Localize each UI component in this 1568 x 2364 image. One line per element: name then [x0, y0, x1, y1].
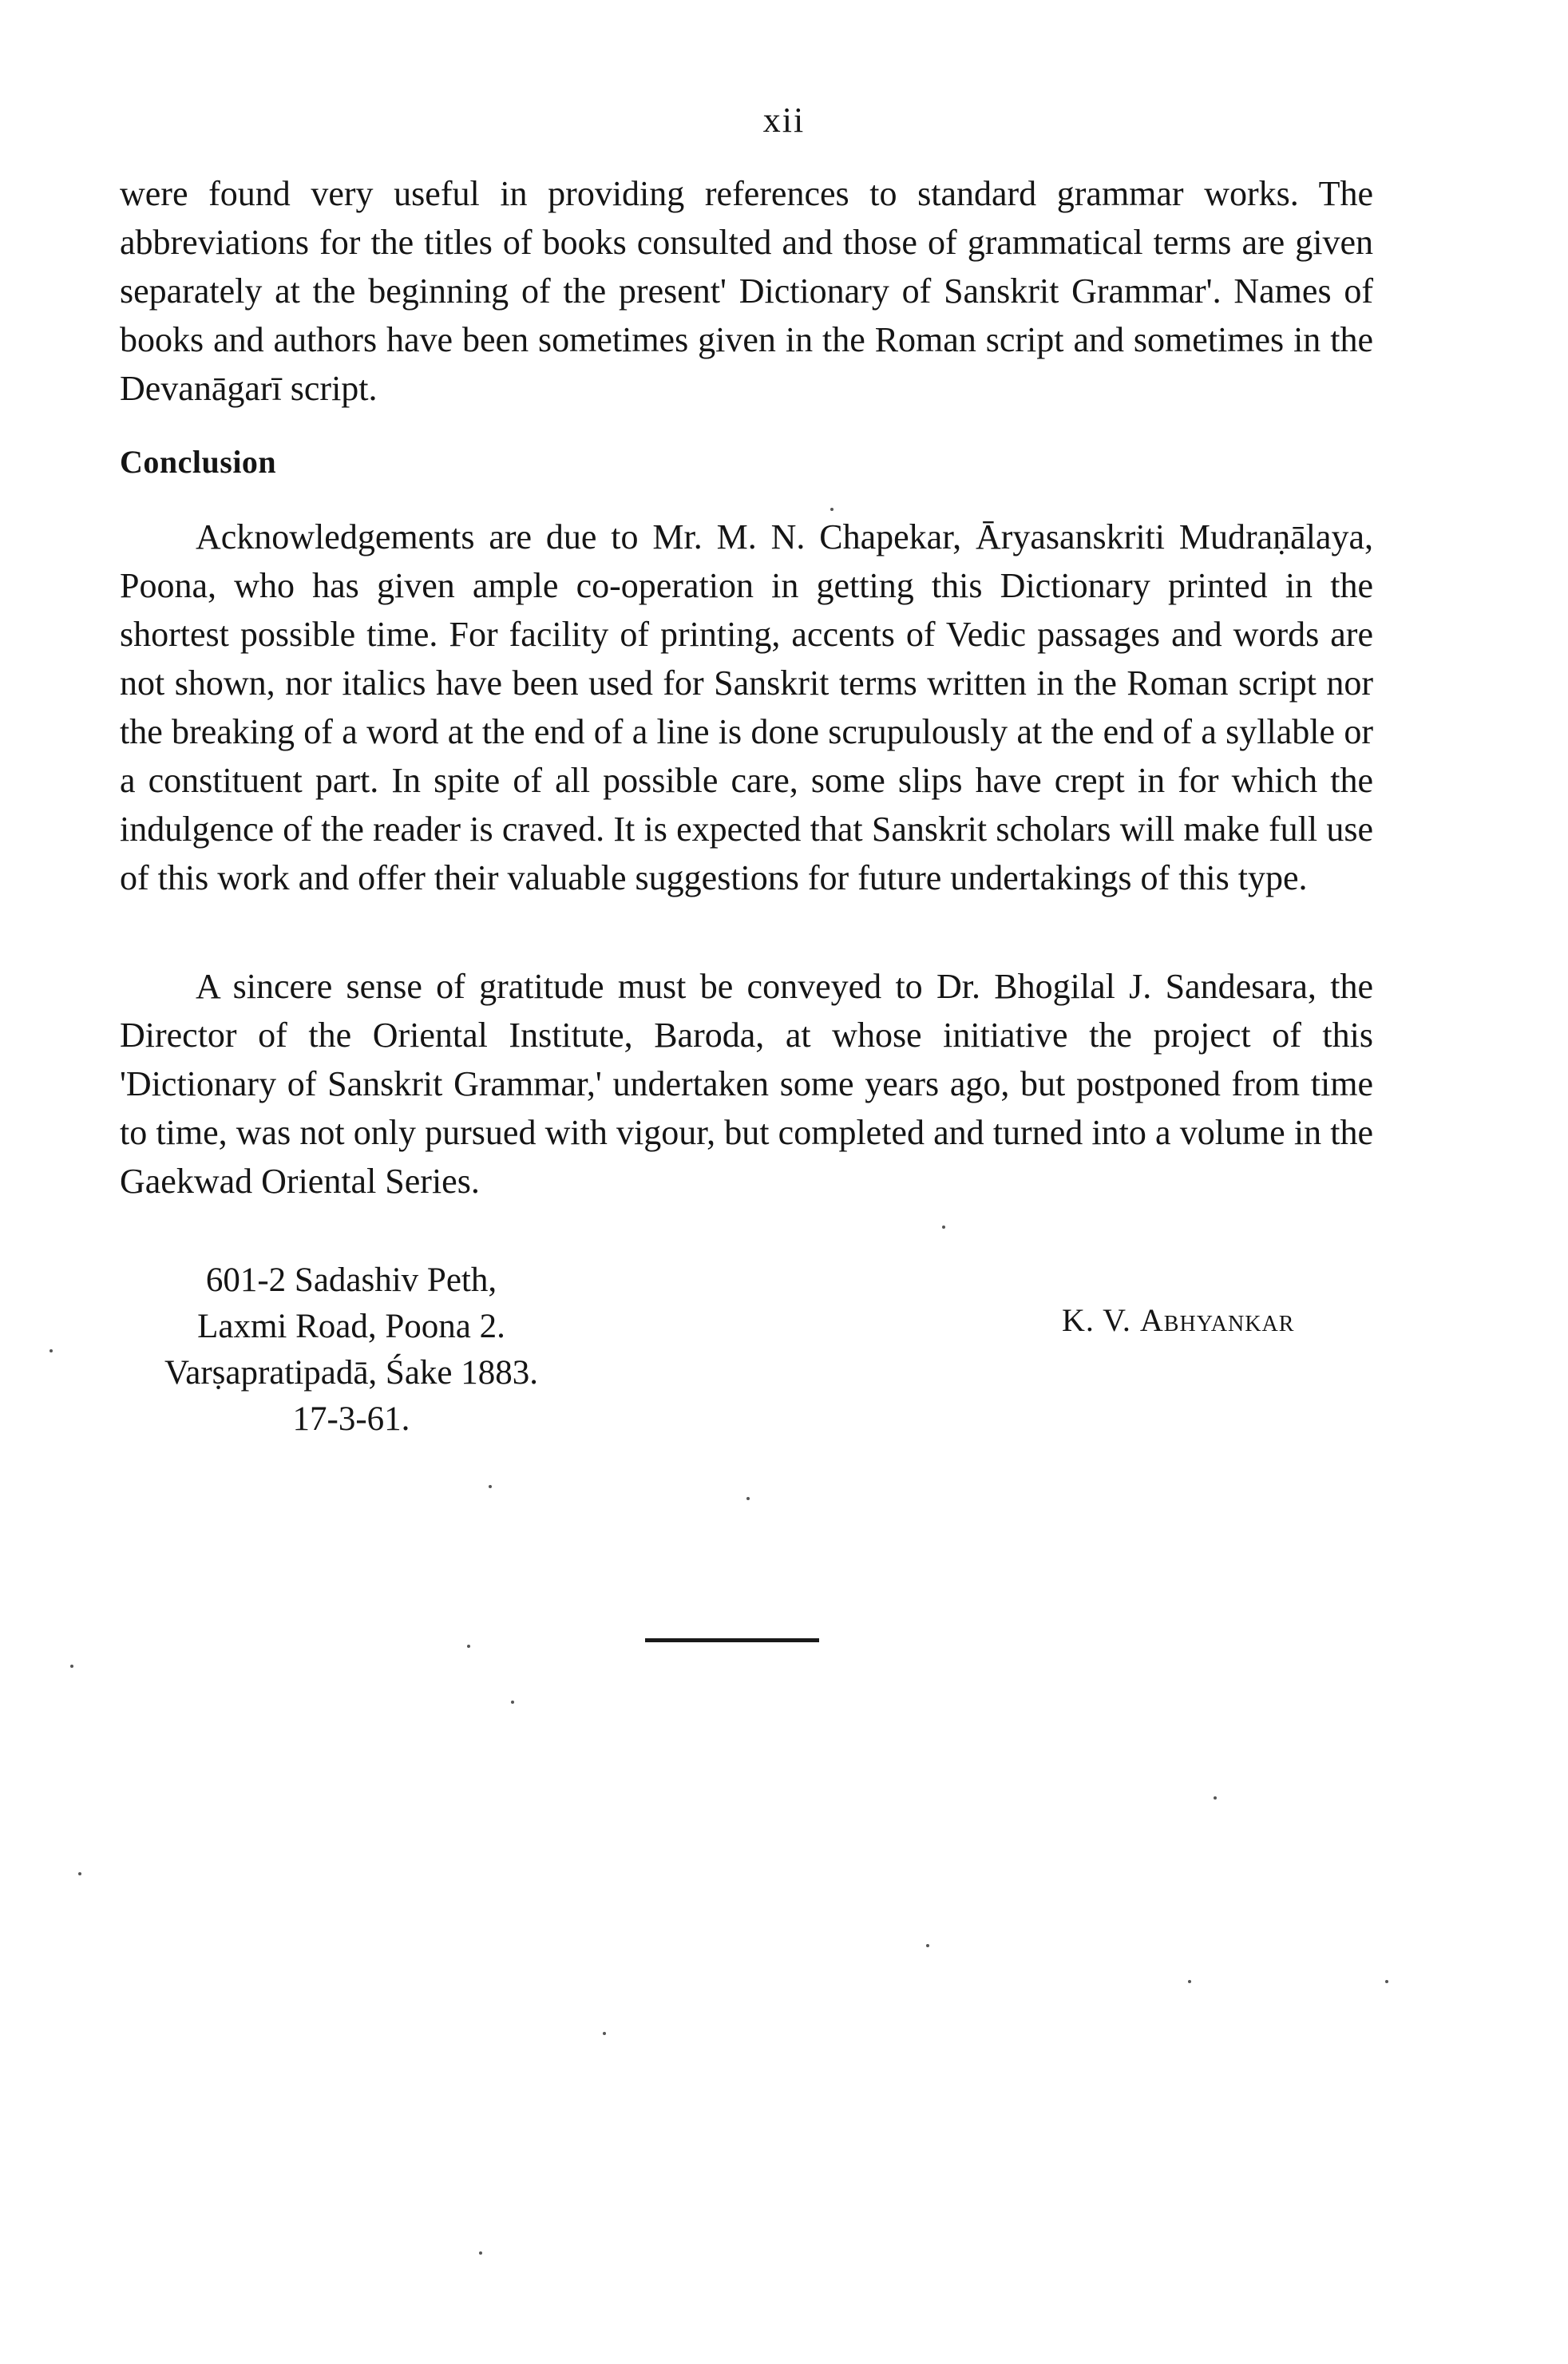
scan-speck	[830, 508, 833, 511]
section-heading-conclusion: Conclusion	[120, 444, 277, 480]
paragraph-text: were found very useful in providing references to standard grammar works. The abbreviations for the titles of books consulted and those of grammatical terms are given separately at the beginning of the present' Dictionary of Sanskrit Grammar'. Names of books and authors have been sometimes given in the Roman script and sometimes in the Devanāgarī script.	[120, 174, 1373, 408]
signature-initials: K. V.	[1062, 1302, 1131, 1338]
scan-speck	[49, 1349, 53, 1352]
end-rule	[645, 1638, 819, 1642]
paragraph-text: A sincere sense of gratitude must be conveyed to Dr. Bhogilal J. Sandesara, the Director of the Oriental Institute, Baroda, at whose initiative the project of this 'Dictionary of Sanskrit Grammar,' undertaken some years ago, but postponed from time to time, was not only pursued with vigour, but completed and turned into a volume in the Gaekwad Oriental Series.	[120, 967, 1373, 1201]
paragraph-gratitude	[120, 962, 1373, 1206]
address-line: Varṣapratipadā, Śake 1883.	[164, 1354, 539, 1392]
signature-surname: Abhyankar	[1139, 1302, 1295, 1338]
scan-speck	[1385, 1980, 1388, 1983]
address-line: Laxmi Road, Poona 2.	[197, 1308, 505, 1345]
page-number: xii	[762, 101, 806, 140]
address-date: 17-3-61.	[292, 1400, 410, 1438]
scan-speck	[942, 1226, 945, 1229]
scan-speck	[511, 1701, 514, 1704]
scan-speck	[1214, 1796, 1217, 1800]
scan-speck	[78, 1872, 81, 1875]
paragraph-text: Acknowledgements are due to Mr. M. N. Chapekar, Āryasanskriti Mudraṇālaya, Poona, who has given ample co-operation in getting this Dictionary printed in the shortest possible time. For facility of printing, accents of Vedic passages and words are not shown, nor italics have been used for Sanskrit terms written in the Roman script nor the breaking of a word at the end of a line is done scrupulously at the end of a syllable or a constituent part. In spite of all possible care, some slips have crept in for which the indulgence of the reader is craved. It is expected that Sanskrit scholars will make full use of this work and offer their valuable suggestions for future undertakings of this type.	[120, 517, 1373, 897]
author-address	[104, 1257, 599, 1443]
scan-speck	[467, 1645, 470, 1648]
scan-speck	[746, 1497, 750, 1500]
paragraph-acknowledgements	[120, 513, 1373, 902]
scan-speck	[479, 2251, 482, 2255]
paragraph-references	[120, 169, 1373, 413]
scan-speck	[603, 2032, 606, 2035]
address-line: 601-2 Sadashiv Peth,	[205, 1261, 497, 1299]
scan-speck	[489, 1485, 492, 1488]
scan-speck	[926, 1944, 929, 1947]
scan-speck	[70, 1665, 73, 1668]
author-signature	[1062, 1301, 1294, 1339]
scan-speck	[1188, 1980, 1191, 1983]
